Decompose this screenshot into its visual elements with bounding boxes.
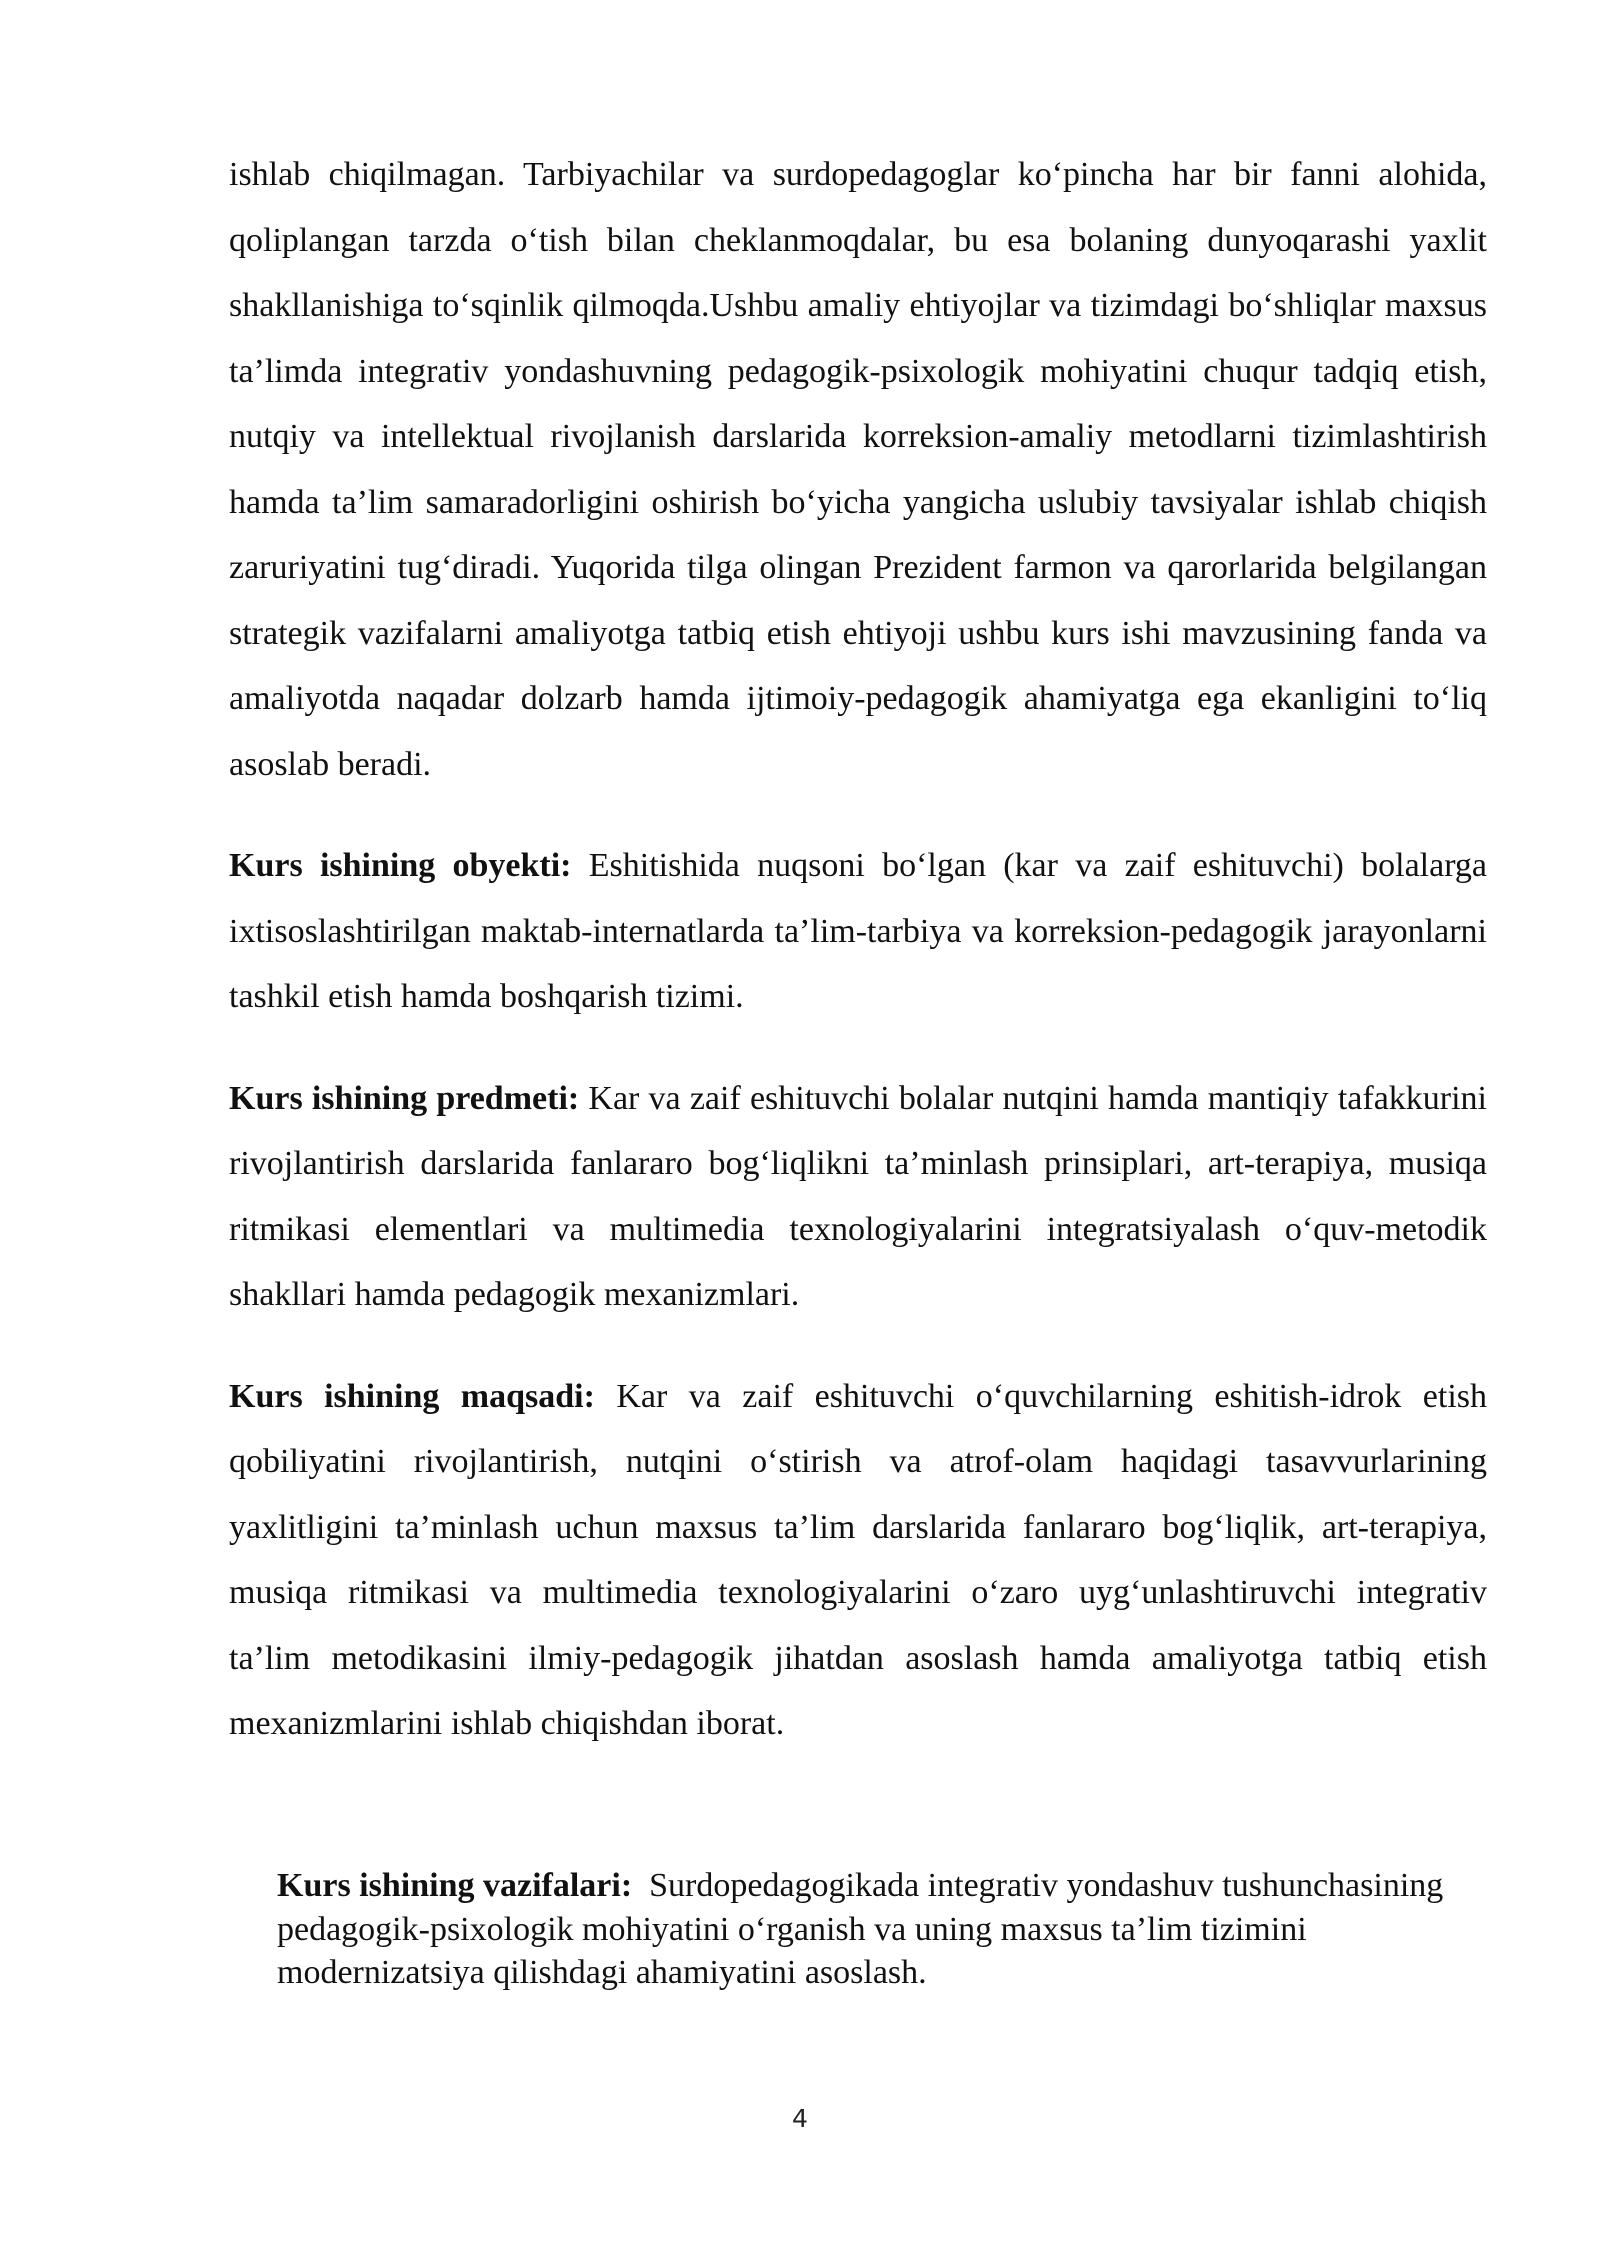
subject-text: Kar va zaif eshituvchi bolalar nutqini hamda mantiqiy tafakkurini rivojlantirish darslarida fanlararo bog‘liqlikni ta’minlash prinsiplari, art-terapiya, musiqa ritmikasi elementlari va multimedia texnologiyalarini integratsiyalash o‘quv-metodik shakllari hamda pedagogik mexanizmlari. — [229, 1079, 1487, 1313]
subject-heading: Kurs ishining predmeti: — [229, 1079, 580, 1117]
subject-paragraph — [229, 1066, 1487, 1328]
goal-text: Kar va zaif eshituvchi o‘quvchilarning eshitish-idrok etish qobiliyatini rivojlantirish, nutqini o‘stirish va atrof-olam haqidagi tasavvurlarining yaxlitligini ta’minlash uchun maxsus ta’lim darslarida fanlararo bog‘liqlik, art-terapiya, musiqa ritmikasi va multimedia texnologiyalarini o‘zaro uyg‘unlashtiruvchi integrativ ta’lim metodikasini ilmiy-pedagogik jihatdan asoslash hamda amaliyotga tatbiq etish mexanizmlarini ishlab chiqishdan iborat. — [229, 1377, 1487, 1742]
object-text: Eshitishida nuqsoni bo‘lgan (kar va zaif eshituvchi) bolalarga ixtisoslashtirilgan maktab-internatlarda ta’lim-tarbiya va korreksion-pedagogik jarayonlarni tashkil etish hamda boshqarish tizimi. — [229, 847, 1487, 1015]
tasks-text: Surdopedagogikada integrativ yondashuv tushunchasining pedagogik-psixologik mohiyatini o‘rganish va uning maxsus ta’lim tizimini modernizatsiya qilishdagi ahamiyatini asoslash. — [277, 1867, 1452, 1991]
object-heading: Kurs ishining obyekti: — [229, 847, 572, 884]
page-number: 4 — [792, 2104, 808, 2133]
tasks-paragraph — [277, 1864, 1477, 1995]
object-paragraph — [229, 833, 1487, 1030]
document-body — [229, 142, 1487, 1757]
goal-paragraph — [229, 1364, 1487, 1757]
intro-paragraph-text: ishlab chiqilmagan. Tarbiyachilar va surdopedagoglar ko‘pincha har bir fanni alohida, qoliplangan tarzda o‘tish bilan cheklanmoqdalar, bu esa bolaning dunyoqarashi yaxlit shakllanishiga to‘sqinlik qilmoqda.Ushbu amaliy ehtiyojlar va tizimdagi bo‘shliqlar maxsus ta’limda integrativ yondashuvning pedagogik-psixologik mohiyatini chuqur tadqiq etish, nutqiy va intellektual rivojlanish darslarida korreksion-amaliy metodlarni tizimlashtirish hamda ta’lim samaradorligini oshirish bo‘yicha yangicha uslubiy tavsiyalar ishlab chiqish zaruriyatini tug‘diradi. Yuqorida tilga olingan Prezident farmon va qarorlarida belgilangan strategik vazifalarni amaliyotga tatbiq etish ehtiyoji ushbu kurs ishi mavzusining fanda va amaliyotda naqadar dolzarb hamda ijtimoiy-pedagogik ahamiyatga ega ekanligini to‘liq asoslab beradi. — [229, 156, 1487, 783]
intro-paragraph — [229, 142, 1487, 797]
goal-heading: Kurs ishining maqsadi: — [229, 1377, 595, 1415]
tasks-heading: Kurs ishining vazifalari: — [277, 1867, 633, 1904]
